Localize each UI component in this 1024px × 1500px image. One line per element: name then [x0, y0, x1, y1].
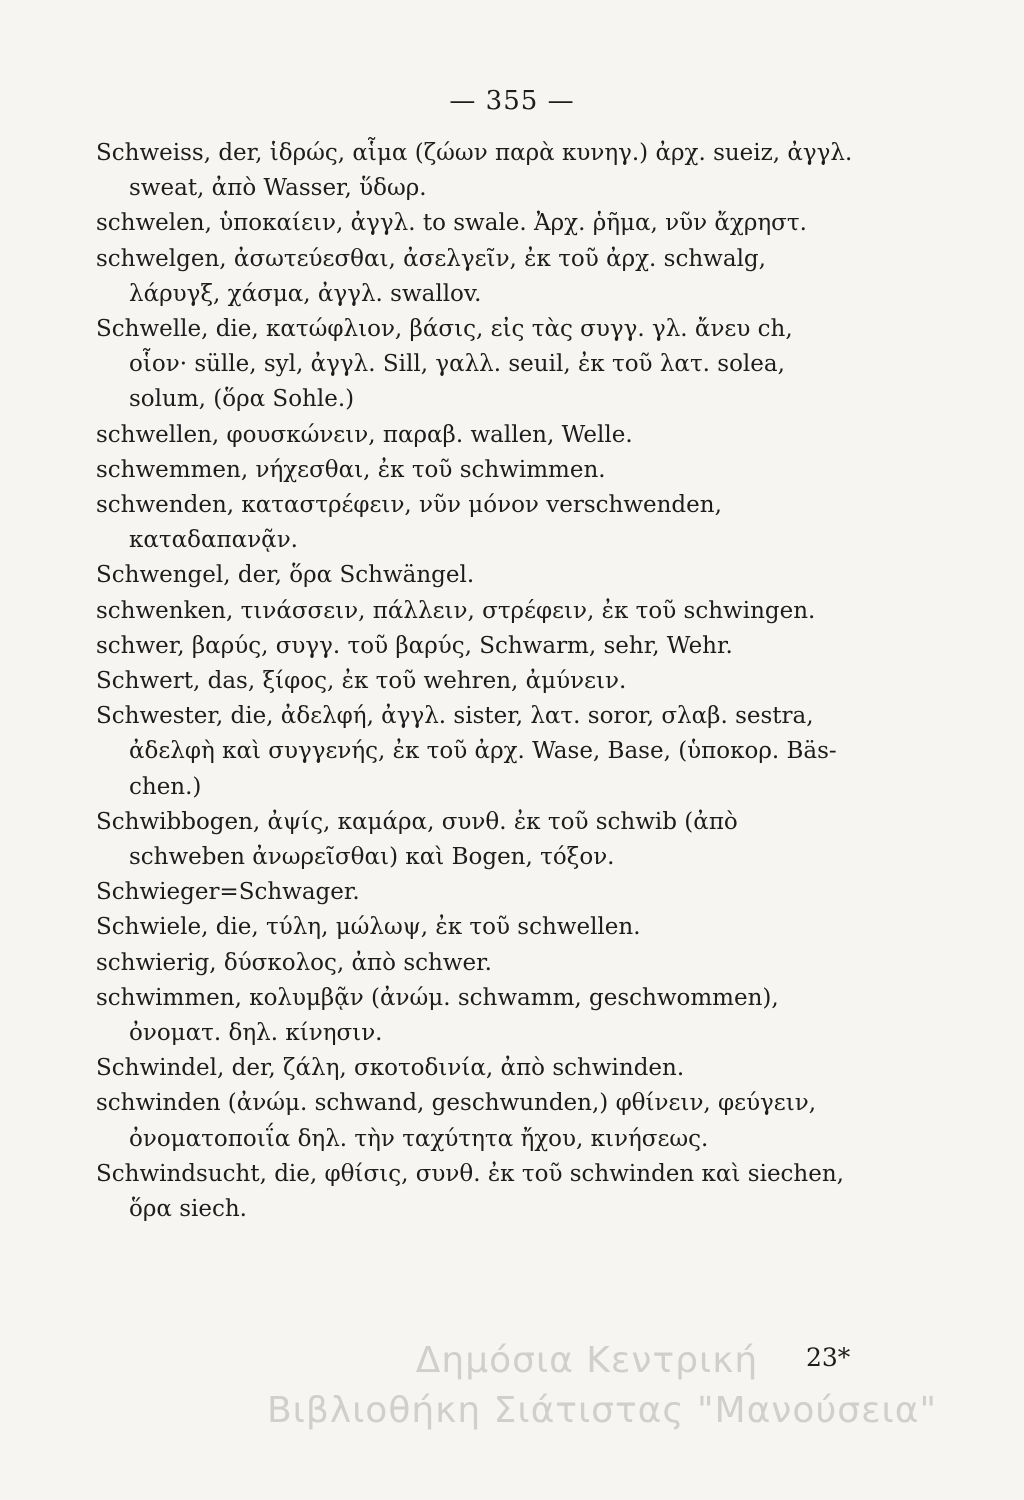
entry-schwert: Schwert, das, ξίφος, ἐκ τοῦ wehren, ἀμύνειν.: [96, 668, 627, 695]
entry-schwinden: schwinden (ἀνώμ. schwand, geschwunden,) φθίνειν, φεύγειν, ὀνοματοποιΐα δηλ. τὴν ταχύτητα ἤχου, κινήσεως.: [96, 1090, 817, 1152]
watermark-line-2: Βιβλιοθήκη Σιάτιστας "Μανούσεια": [266, 1390, 938, 1431]
entry-schwemmen: schwemmen, νήχεσθαι, ἐκ τοῦ schwimmen.: [96, 456, 606, 483]
entry-schwiele: Schwiele, die, τύλη, μώλωψ, ἐκ τοῦ schwellen.: [96, 914, 641, 941]
entry-schwindel: Schwindel, der, ζάλη, σκοτοδινία, ἀπὸ schwinden.: [96, 1055, 685, 1082]
signature-mark: 23*: [806, 1343, 851, 1372]
entry-schwibbogen: Schwibbogen, ἀψίς, καμάρα, συνθ. ἐκ τοῦ schwib (ἀπὸ schweben ἀνωρεῖσθαι) καὶ Bogen, τόξον.: [96, 808, 738, 871]
entry-schwelen: schwelen, ὑποκαίειν, ἀγγλ. to swale. Ἀρχ. ῥῆμα, νῦν ἄχρηστ.: [96, 210, 807, 237]
entry-schwenden: schwenden, καταστρέφειν, νῦν μόνον verschwenden, καταδαπανᾷν.: [96, 492, 722, 554]
entry-schwenken: schwenken, τινάσσειν, πάλλειν, στρέφειν, ἐκ τοῦ schwingen.: [96, 597, 816, 624]
entry-schweiss: Schweiss, der, ἱδρώς, αἷμα (ζώων παρὰ κυνηγ.) ἀρχ. sueiz, ἀγγλ. sweat, ἀπὸ Wasser, ὕδωρ.: [96, 140, 853, 202]
entry-schwengel: Schwengel, der, ὅρα Schwängel.: [96, 562, 475, 589]
entry-schwellen: schwellen, φουσκώνειν, παραβ. wallen, Welle.: [96, 421, 633, 448]
entry-schwimmen: schwimmen, κολυμβᾷν (ἀνώμ. schwamm, geschwommen), ὀνοματ. δηλ. κίνησιν.: [96, 984, 779, 1047]
page-number: — 355 —: [449, 86, 575, 116]
entry-schwieger: Schwieger=Schwager.: [96, 879, 360, 906]
watermark-line-1: Δημόσια Κεντρική: [415, 1340, 759, 1381]
entry-schwindsucht: Schwindsucht, die, φθίσις, συνθ. ἐκ τοῦ schwinden καὶ siechen, ὅρα siech.: [96, 1160, 844, 1223]
entry-schwelgen: schwelgen, ἀσωτεύεσθαι, ἀσελγεῖν, ἐκ τοῦ ἀρχ. schwalg, λάρυγξ, χάσμα, ἀγγλ. swallov.: [96, 245, 766, 307]
entry-schwierig: schwierig, δύσκολος, ἀπὸ schwer.: [96, 949, 492, 976]
entry-schwester: Schwester, die, ἀδελφή, ἀγγλ. sister, λατ. soror, σλαβ. sestra, ἀδελφὴ καὶ συγγενής, ἐκ τοῦ ἀρχ. Wase, Base, (ὑποκορ. Bäs-chen.): [96, 703, 837, 800]
dictionary-entries: [96, 136, 856, 1227]
entry-schwer: schwer, βαρύς, συγγ. τοῦ βαρύς, Schwarm, sehr, Wehr.: [96, 632, 733, 659]
entry-schwelle: Schwelle, die, κατώφλιον, βάσις, εἰς τὰς συγγ. γλ. ἄνευ ch, οἷον· sülle, syl, ἀγγλ. Sill, γαλλ. seuil, ἐκ τοῦ λατ. solea, solum, (ὅρα Sohle.): [96, 316, 793, 413]
